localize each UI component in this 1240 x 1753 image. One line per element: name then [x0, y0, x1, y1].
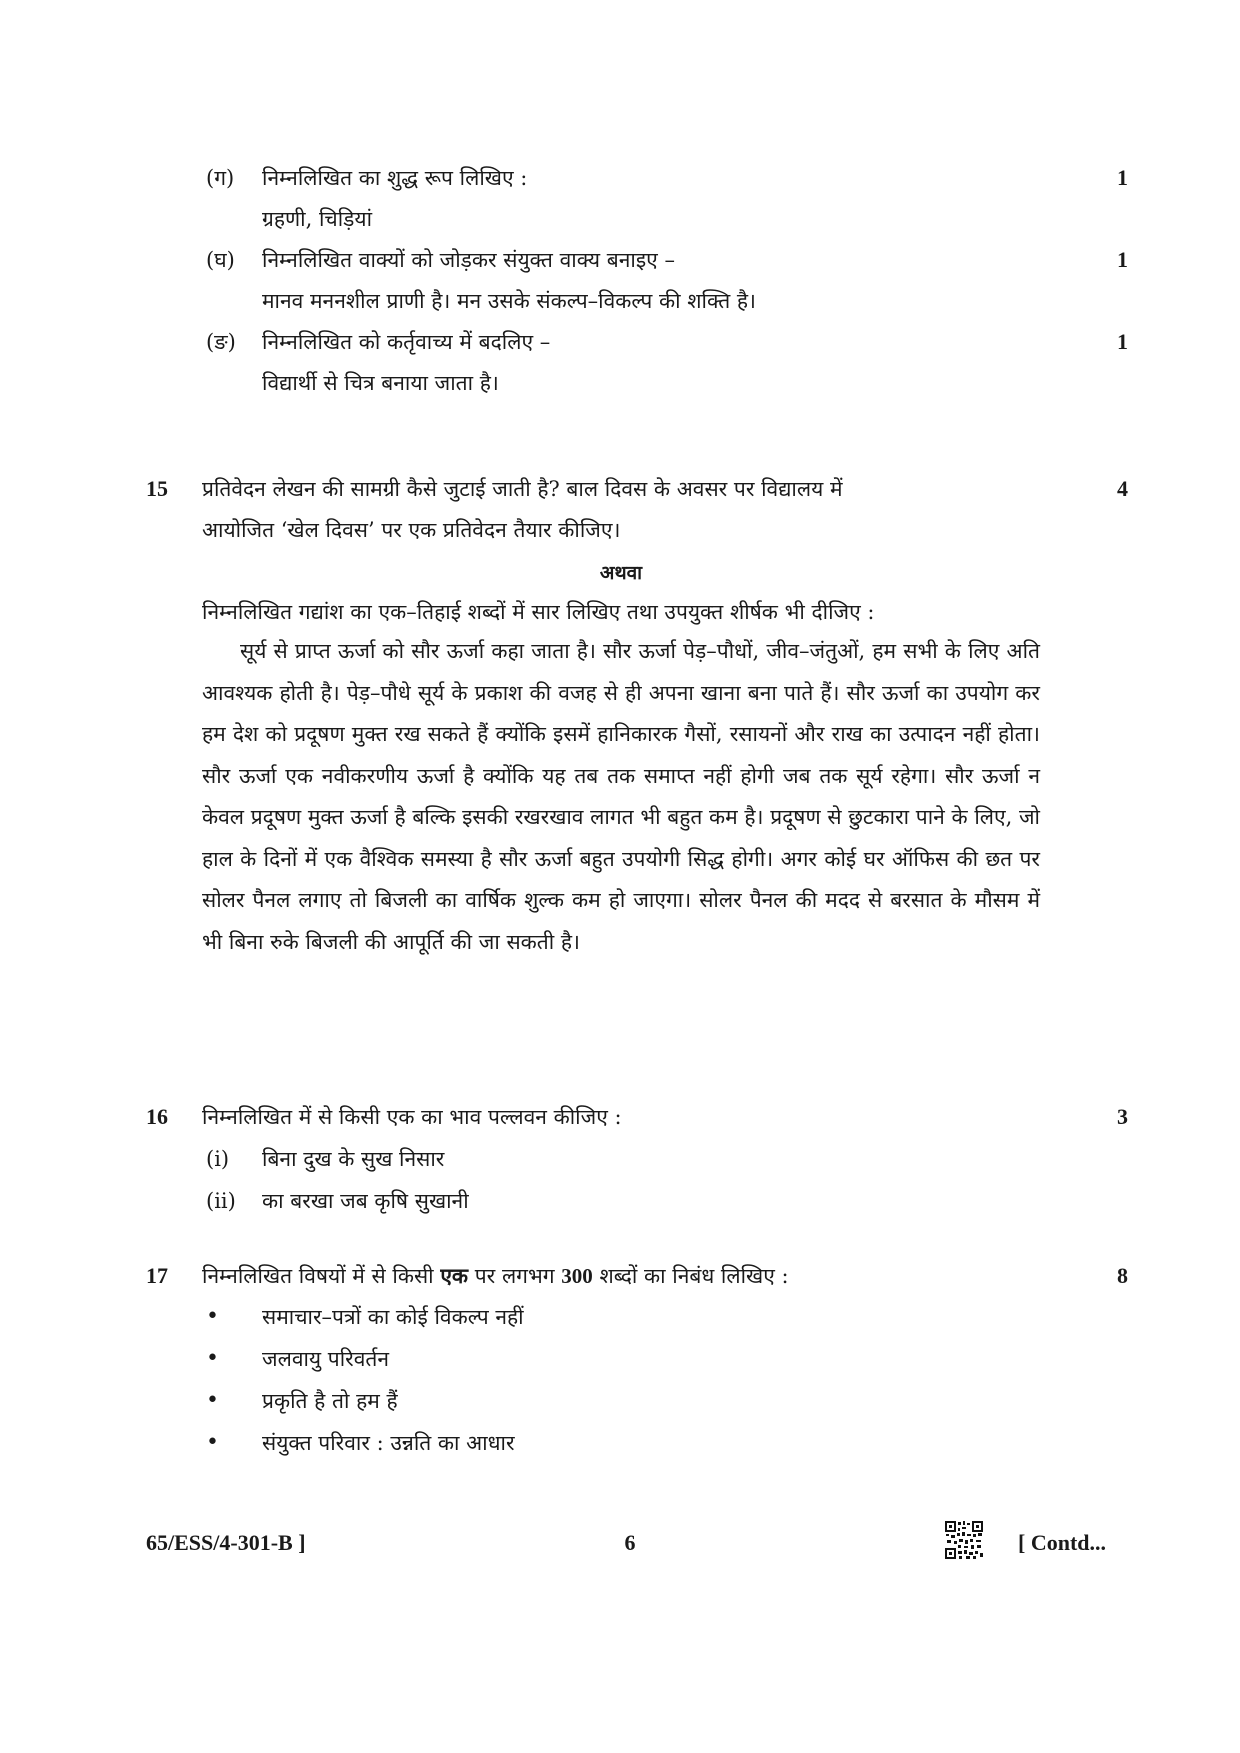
q14-ng-marks: 1 — [1117, 329, 1128, 354]
q14-ng-text: निम्नलिखित को कर्तृवाच्य में बदलिए – — [262, 330, 551, 354]
q15-line2: आयोजित ‘खेल दिवस’ पर एक प्रतिवेदन तैयार कीजिए। — [202, 518, 621, 542]
bullet-icon: • — [206, 1430, 219, 1455]
q14-gh-marks: 1 — [1117, 247, 1128, 272]
q17-number: 17 — [146, 1263, 168, 1288]
q16-option-text: बिना दुख के सुख निसार — [262, 1147, 445, 1171]
q17-text-part: निम्नलिखित विषयों में से किसी — [202, 1264, 434, 1288]
q16-marks: 3 — [1117, 1104, 1128, 1129]
page-number: 6 — [624, 1530, 636, 1555]
q14-gh-text: निम्नलिखित वाक्यों को जोड़कर संयुक्त वाक्य बनाइए – — [262, 248, 675, 272]
q14-ng-label: (ङ) — [206, 330, 236, 354]
q15-or-heading: अथवा — [599, 562, 643, 584]
qr-code-graphic — [944, 1520, 984, 1560]
q17-text — [202, 1261, 789, 1291]
q17-topic: समाचार–पत्रों का कोई विकल्प नहीं — [262, 1305, 524, 1329]
q15-passage-text: सूर्य से प्राप्त ऊर्जा को सौर ऊर्जा कहा जाता है। सौर ऊर्जा पेड़–पौधों, जीव–जंतुओं, हम सभी के लिए अति आवश्यक होती है। पेड़–पौधे सूर्य के प्रकाश की वजह से ही अपना खाना बना पाते हैं। सौर ऊर्जा का उपयोग कर हम देश को प्रदूषण मुक्त रख सकते हैं क्योंकि इसमें हानिकारक गैसों, रसायनों और राख का उत्पादन नहीं होता। सौर ऊर्जा एक नवीकरणीय ऊर्जा है क्योंकि यह तब तक समाप्त नहीं होगी जब तक सूर्य रहेगा। सौर ऊर्जा न केवल प्रदूषण मुक्त ऊर्जा है बल्कि इसकी रखरखाव लागत भी बहुत कम है। प्रदूषण से छुटकारा पाने के लिए, जो हाल के दिनों में एक वैश्विक समस्या है सौर ऊर्जा बहुत उपयोगी सिद्ध होगी। अगर कोई घर ऑफिस की छत पर सोलर पैनल लगाए तो बिजली का वार्षिक शुल्क कम हो जाएगा। सोलर पैनल की मदद से बरसात के मौसम में भी बिना रुके बिजली की आपूर्ति की जा सकती है। — [202, 639, 1041, 954]
q16-option-label: (ii) — [206, 1189, 236, 1213]
q14-g-marks: 1 — [1117, 165, 1128, 190]
q15-passage — [202, 631, 1040, 963]
q15-instruction: निम्नलिखित गद्यांश का एक–तिहाई शब्दों में सार लिखिए तथा उपयुक्त शीर्षक भी दीजिए : — [202, 600, 875, 624]
q14-g-text: निम्नलिखित का शुद्ध रूप लिखिए : — [262, 166, 528, 190]
continued-label: [ Contd... — [1018, 1530, 1107, 1555]
q16-text: निम्नलिखित में से किसी एक का भाव पल्लवन कीजिए : — [202, 1105, 622, 1129]
q16-number: 16 — [146, 1104, 168, 1129]
q14-gh-label: (घ) — [206, 248, 235, 272]
q14-g-label: (ग) — [206, 166, 235, 190]
q15-number: 15 — [146, 476, 168, 501]
q17-topic: संयुक्त परिवार : उन्नति का आधार — [262, 1431, 515, 1455]
q15-marks: 4 — [1117, 476, 1128, 501]
q17-text-bold: 300 — [561, 1264, 593, 1288]
q17-text-part: शब्दों का निबंध लिखिए : — [599, 1264, 789, 1288]
q17-topic: प्रकृति है तो हम हैं — [262, 1389, 398, 1413]
paper-code: 65/ESS/4-301-B ] — [146, 1530, 306, 1555]
q16-option-label: (i) — [206, 1147, 230, 1171]
q16-option-text: का बरखा जब कृषि सुखानी — [262, 1189, 469, 1213]
qr-code-icon — [944, 1520, 984, 1560]
q15-line1: प्रतिवेदन लेखन की सामग्री कैसे जुटाई जाती है? बाल दिवस के अवसर पर विद्यालय में — [202, 477, 843, 501]
q17-text-part: पर लगभग — [474, 1264, 555, 1288]
q14-g-sub: ग्रहणी, चिड़ियां — [262, 207, 373, 231]
bullet-icon: • — [206, 1346, 219, 1371]
bullet-icon: • — [206, 1388, 219, 1413]
q14-ng-sub: विद्यार्थी से चित्र बनाया जाता है। — [262, 371, 499, 395]
q17-text-bold: एक — [440, 1264, 469, 1288]
q17-marks: 8 — [1117, 1263, 1128, 1288]
bullet-icon: • — [206, 1304, 219, 1329]
q14-gh-sub: मानव मननशील प्राणी है। मन उसके संकल्प–विकल्प की शक्ति है। — [262, 289, 756, 313]
q17-topic: जलवायु परिवर्तन — [262, 1347, 390, 1371]
